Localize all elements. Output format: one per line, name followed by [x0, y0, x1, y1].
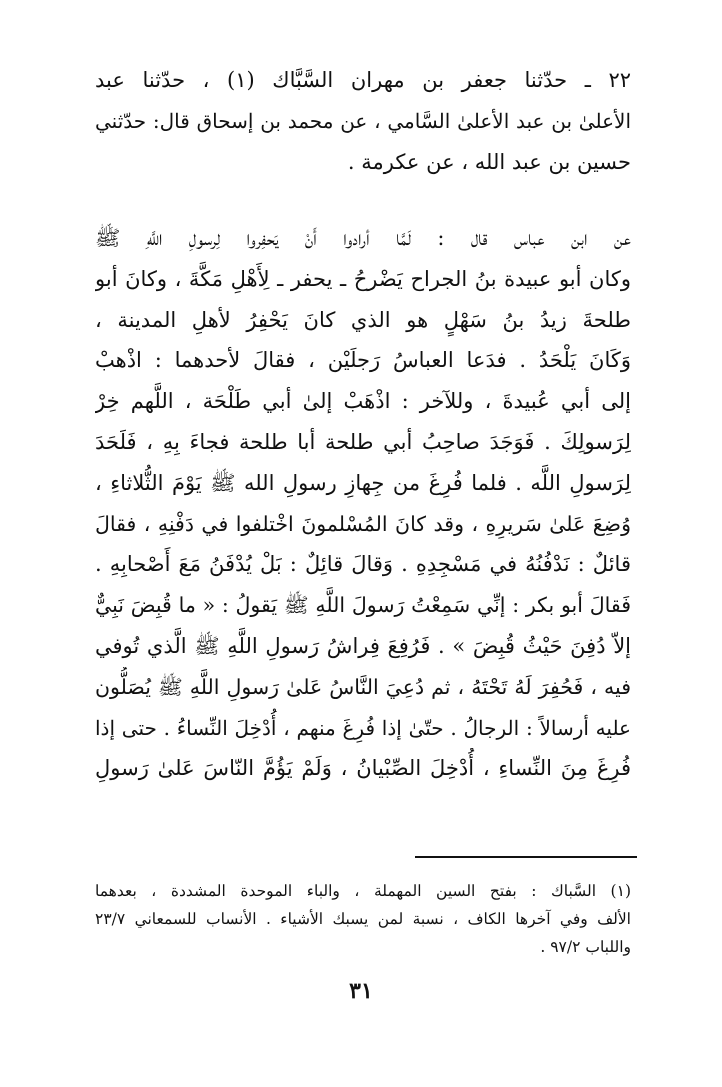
matn-line: لِرَسولِ اللَّه . فلما فُرِغَ من جِهازِ رسولِ الله ﷺ يَوْمَ الثُّلاثاءِ ،: [95, 470, 631, 495]
matn-line: إلاّ دُفِنَ حَيْثُ قُبِضَ » . فَرُفِعَ فِراشُ رَسولِ اللَّهِ ﷺ الَّذي تُوفي: [95, 633, 631, 658]
matn-line: وكان أبو عبيدة بنُ الجراح يَضْرحُ ـ يحفر ـ لِأَهْلِ مَكَّةَ ، وكانَ أبو: [95, 266, 631, 291]
hadith-isnad: [95, 60, 631, 182]
matn-line: فيه ، فَحُفِرَ لَهُ تَحْتَهُ ، ثم دُعِيَ النَّاسُ عَلىٰ رَسولِ اللَّهِ ﷺ يُصَلُّون: [95, 674, 631, 699]
matn-line: فُرِغَ مِنَ النِّساءِ ، أُدْخِلَ الصِّبْيانُ ، وَلَمْ يَؤُمَّ النّاسَ عَلىٰ رَسولِ: [95, 756, 631, 781]
isnad-line: ٢٢ ـ حدّثنا جعفر بن مهران السَّبَّاك (١) ، حدّثنا عبد: [95, 68, 631, 92]
matn-line: عن ابن عباس قال : لَمَّا أرادوا أَنْ يَحفِروا لِرسولِ اللَّهِ ﷺ: [95, 226, 631, 250]
footnote-line: (١) السَّباك : بفتح السين المهملة ، والباء الموحدة المشددة ، بعدهما: [95, 882, 631, 900]
matn-line: طلحةَ زيدُ بنُ سَهْلٍ هو الذي كانَ يَحْفِرُ لأهلِ المدينة ،: [95, 307, 631, 332]
matn-line: فَقالَ أبو بكر : إنِّي سَمِعْتُ رَسولَ اللَّهِ ﷺ يَقولُ : « ما قُبِضَ نَبِيٌّ: [95, 593, 631, 618]
matn-line: إلى أبي عُبيدةَ ، وللآخر : اذْهَبْ إلىٰ أبي طَلْحَة ، اللَّهم خِرْ: [95, 389, 631, 414]
footnote: [95, 877, 631, 961]
matn-line: وَكَانَ يَلْحَدُ . فدَعا العباسُ رَجلَيْن ، فقالَ لأحدهما : اذْهبْ: [95, 348, 631, 373]
footnote-line: الألف وفي آخرها الكاف ، نسبة لمن يسبك الأشياء . الأنساب للسمعاني ٢٣/٧: [95, 910, 631, 928]
matn-line: عليه أرسالاً : الرجالُ . حتّىٰ إذا فُرِغَ منهم ، أُدْخِلَ النِّساءُ . حتى إذا: [95, 715, 631, 740]
matn-line: لِرَسولِكَ . فَوَجَدَ صاحِبُ أبي طلحة أبا طلحة فجاءَ بِهِ ، فَلَحَدَ: [95, 429, 631, 454]
hadith-matn: [95, 218, 631, 789]
footnote-line: واللباب ٩٧/٢ .: [540, 938, 631, 956]
page-number: ٣١: [349, 978, 373, 1004]
isnad-line: حسين بن عبد الله ، عن عكرمة .: [347, 149, 631, 174]
matn-line: قائلٌ : نَدْفُنُهُ في مَسْجِدِهِ . وَقالَ قائِلٌ : بَلْ يُدْفَنُ مَعَ أَصْحابِهِ .: [95, 552, 631, 577]
isnad-line: الأعلىٰ بن عبد الأعلىٰ السَّامي ، عن محمد بن إسحاق قال: حدّثني: [95, 108, 631, 133]
footnote-divider: [415, 856, 637, 858]
matn-line: وُضِعَ عَلىٰ سَريرِهِ ، وقد كانَ المُسْلمونَ اخْتلفوا في دَفْنِهِ ، فقالَ: [95, 511, 631, 536]
